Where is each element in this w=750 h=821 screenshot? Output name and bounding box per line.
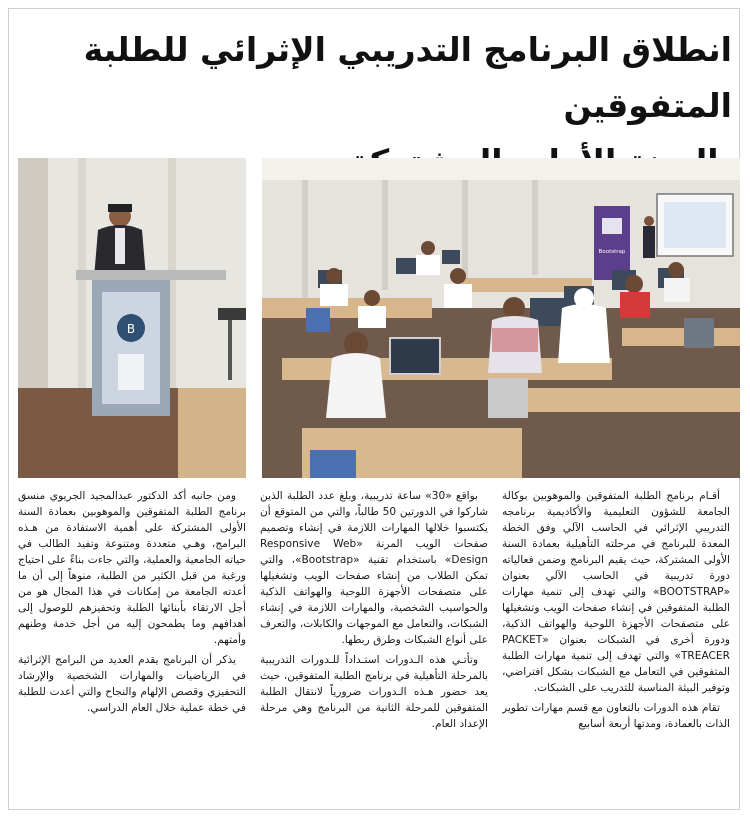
paragraph: بواقع «30» ساعة تدريبية، وبلغ عدد الطلبة الذين شاركوا في الدورتين 50 طالباً، والتي من المتوقع أن يكتسبوا خلالها المهارات اللازمة في إنشاء وتصميم صفحات الويب المرنة «Responsive Web Design» باستخدام تقنية «Bootstrap»، والتي تمكن الطلاب من إنشاء صفحات الويب وتشغيلها على متصفحات الأجهزة اللوحية والهواتف الذكية والحواسيب الشخصية، والمهارات اللازمة في إنشاء الشبكات، والتعامل مع الموجهات والكابلات، والتعرف على أنواع الشبكات وطرق ربطها. — [260, 490, 488, 646]
paragraph: وتأتـي هذه الـدورات استـداداً للـدورات التدريبية بالمرحلة التأهيلية في برنامج الطلبة المتفوقين، حيث يعد حضور هـذه الـدورات ضرورياً لانتقال الطلبة المتفوقين للمرحلة الثانية من البرنامج وهي مرحلة الإعداد العام. — [260, 654, 488, 730]
headline-line-1: انطلاق البرنامج التدريبي الإثرائي للطلبة المتفوقين — [83, 30, 732, 125]
photo-speaker — [18, 158, 246, 478]
paragraph: تقام هذه الدورات بالتعاون مع قسم مهارات تطوير الذات بالعمادة، ومدتها أربعة أسابيع — [502, 702, 730, 730]
column-middle — [260, 488, 488, 800]
podium-logo: B — [126, 322, 136, 336]
column-left — [18, 488, 246, 800]
column-right — [502, 488, 730, 800]
paragraph: يذكر أن البرنامج يقدم العديد من البرامج الإثرائية في الرياضيات والمهارات الشخصية والإرشاد التحفيزي وقصص الإلهام والنجاح والتي أعدت للطلبة في خطة عملية خلال العام الدراسي. — [18, 654, 246, 714]
photo-classroom — [262, 158, 740, 478]
banner-title: Bootstrap — [598, 249, 626, 255]
article-body — [18, 488, 730, 800]
paragraph: أقـام برنامج الطلبة المتفوقين والموهوبين بوكالة الجامعة للشؤون التعليمية والأكاديمية برنامجه التدريبي الإثرائي في الحاسب الآلي وفق الخطة المعدة للبرنامج في مرحلته التأهيلية بعمادة السنة الأولى المشتركة، حيث يقيم البرنامج وضمن فعالياته دورة تدريبية في الحاسب الآلي بعنوان «BOOTSTRAP» والتي تهدف إلى تنمية مهارات الطلبة المتفوقين في إنشاء صفحات الويب وتشغيلها على متصفحات الأجهزة اللوحية والهواتف الذكية، ودورة أخرى في الشبكات بعنوان «PACKET TREACER» والتي تهدف إلى تنمية مهارات الطلبة المتفوقين في التعامل مع الشبكات بشكل افتراضي، وتوفير البيئة المناسبة للتدريب على الشبكات. — [502, 490, 730, 694]
paragraph: ومن جانبه أكد الدكتور عبدالمجيد الجريوي منسق برنامج الطلبة المتفوقين والموهوبين بعمادة السنة الأولى المشتركة على أهمية الاستفادة من هـذه البرامج، وهـي متعددة ومتنوعة وتفيد الطالب في حياته الجامعية والعملية، والتي جاءت بناءً على احتياج ورغبة من قبل الكثير من الطلبة، منوهاً إلى أن ما أعدته الجامعة من إمكانات في هذا المجال هو من أجل الارتقاء بأبنائها الطلبة وتحفيزهم للوصول إلى أهدافهم وما يطمحون إليه من أجل خدمة وطنهم وأمتهم. — [18, 490, 246, 646]
